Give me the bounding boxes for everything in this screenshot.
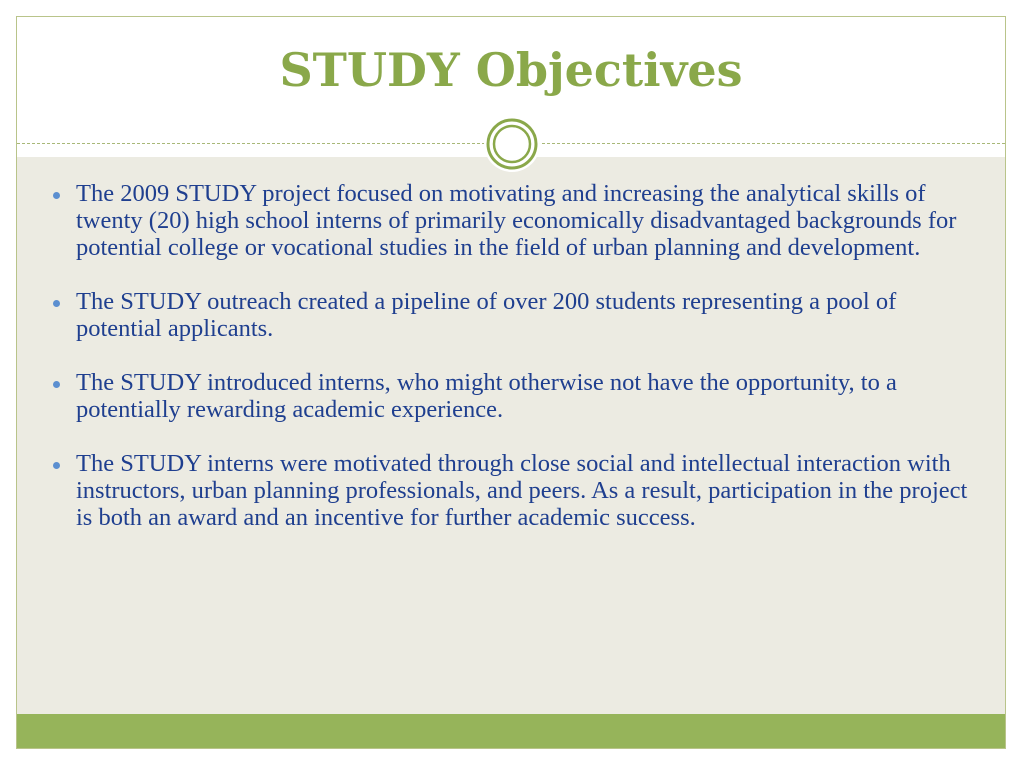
bullet-item: [53, 369, 973, 423]
footer-bar: [17, 714, 1005, 748]
round-bullet-icon: [53, 300, 60, 307]
bullet-item: [53, 180, 973, 261]
slide-title: STUDY Objectives: [279, 43, 743, 97]
double-ring-icon: [483, 115, 541, 173]
bullet-list: [53, 180, 973, 558]
bullet-text: The STUDY outreach created a pipeline of over 200 students representing a pool of potential applicants.: [76, 288, 897, 342]
round-bullet-icon: [53, 381, 60, 388]
bullet-text: The 2009 STUDY project focused on motivating and increasing the analytical skills of twenty (20) high school interns of primarily economically disadvantaged backgrounds for potential college or vocational studies in the field of urban planning and development.: [76, 180, 957, 261]
bullet-text: The STUDY introduced interns, who might otherwise not have the opportunity, to a potentially rewarding academic experience.: [76, 369, 897, 423]
bullet-item: [53, 450, 973, 531]
bullet-text: The STUDY interns were motivated through close social and intellectual interaction with instructors, urban planning professionals, and peers. As a result, participation in the project is both an award and an incentive for further academic success.: [76, 450, 968, 531]
round-bullet-icon: [53, 192, 60, 199]
slide: [16, 16, 1006, 749]
round-bullet-icon: [53, 462, 60, 469]
bullet-item: [53, 288, 973, 342]
